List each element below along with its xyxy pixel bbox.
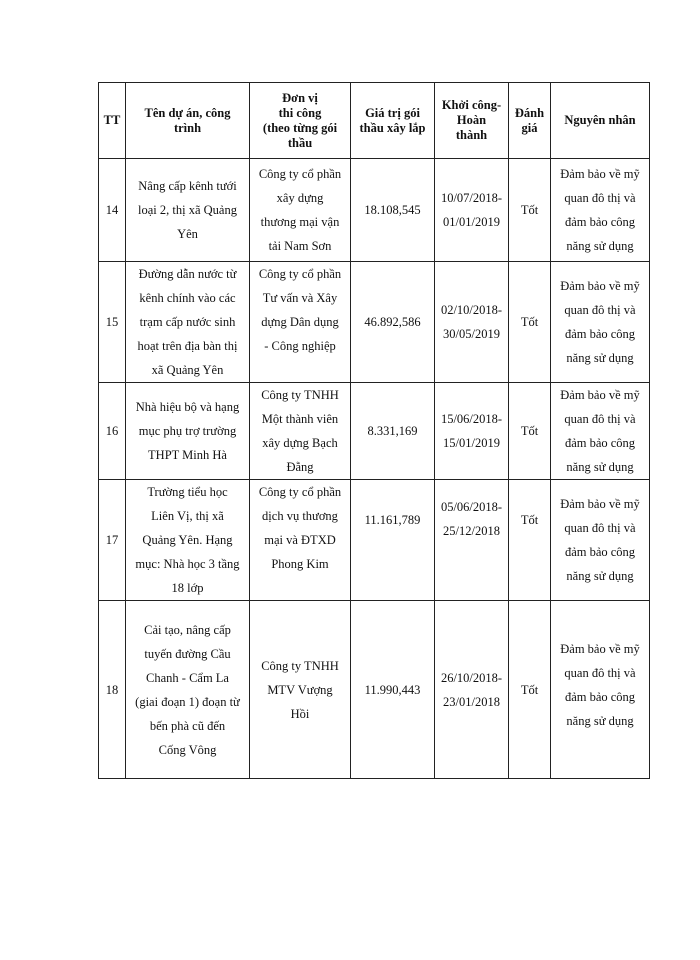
table-row xyxy=(99,601,650,779)
header-dates: Khởi công- Hoàn thành xyxy=(435,83,509,159)
cell-tt: 17 xyxy=(99,480,126,601)
cell-project-name: Cải tạo, nâng cấp tuyến đường Cầu Chanh - Cẩm La (giai đoạn 1) đoạn từ bến phà cũ đến Cống Vông xyxy=(126,601,250,779)
project-table xyxy=(98,82,650,779)
header-tt: TT xyxy=(99,83,126,159)
cell-dates: 10/07/2018- 01/01/2019 xyxy=(435,159,509,262)
header-reason: Nguyên nhân xyxy=(551,83,650,159)
table-row xyxy=(99,159,650,262)
cell-reason: Đảm bảo về mỹ quan đô thị và đảm bảo công năng sử dụng xyxy=(551,480,650,601)
cell-contractor: Công ty TNHH Một thành viên xây dựng Bạch Đằng xyxy=(250,383,351,480)
header-contract-value: Giá trị gói thầu xây lắp xyxy=(351,83,435,159)
cell-dates: 15/06/2018- 15/01/2019 xyxy=(435,383,509,480)
cell-reason: Đảm bảo về mỹ quan đô thị và đảm bảo công năng sử dụng xyxy=(551,383,650,480)
cell-project-name: Trường tiểu học Liên Vị, thị xã Quảng Yên. Hạng mục: Nhà học 3 tầng 18 lớp xyxy=(126,480,250,601)
cell-contract-value: 46.892,586 xyxy=(351,262,435,383)
cell-tt: 16 xyxy=(99,383,126,480)
cell-project-name: Nâng cấp kênh tưới loại 2, thị xã Quảng Yên xyxy=(126,159,250,262)
cell-contractor: Công ty cổ phần xây dựng thương mại vận tải Nam Sơn xyxy=(250,159,351,262)
cell-dates: 02/10/2018- 30/05/2019 xyxy=(435,262,509,383)
cell-rating: Tốt xyxy=(509,262,551,383)
cell-contract-value: 18.108,545 xyxy=(351,159,435,262)
header-rating: Đánh giá xyxy=(509,83,551,159)
cell-dates: 05/06/2018- 25/12/2018 xyxy=(435,480,509,601)
cell-rating: Tốt xyxy=(509,480,551,601)
table-row xyxy=(99,262,650,383)
cell-tt: 14 xyxy=(99,159,126,262)
cell-project-name: Nhà hiệu bộ và hạng mục phụ trợ trường THPT Minh Hà xyxy=(126,383,250,480)
table-row xyxy=(99,383,650,480)
cell-contract-value: 11.161,789 xyxy=(351,480,435,601)
cell-rating: Tốt xyxy=(509,383,551,480)
table-header-row xyxy=(99,83,650,159)
cell-contractor: Công ty cổ phần dịch vụ thương mại và ĐTXD Phong Kim xyxy=(250,480,351,601)
cell-project-name: Đường dẫn nước từ kênh chính vào các trạm cấp nước sinh hoạt trên địa bàn thị xã Quảng Yên xyxy=(126,262,250,383)
header-project-name: Tên dự án, công trình xyxy=(126,83,250,159)
cell-contract-value: 8.331,169 xyxy=(351,383,435,480)
table-row xyxy=(99,480,650,601)
cell-tt: 15 xyxy=(99,262,126,383)
cell-rating: Tốt xyxy=(509,601,551,779)
cell-reason: Đảm bảo về mỹ quan đô thị và đảm bảo công năng sử dụng xyxy=(551,159,650,262)
cell-reason: Đảm bảo về mỹ quan đô thị và đảm bảo công năng sử dụng xyxy=(551,601,650,779)
cell-contractor: Công ty TNHH MTV Vượng Hồi xyxy=(250,601,351,779)
header-contractor: Đơn vị thi công (theo từng gói thầu xyxy=(250,83,351,159)
cell-contractor: Công ty cổ phần Tư vấn và Xây dựng Dân dụng - Công nghiệp xyxy=(250,262,351,383)
cell-dates: 26/10/2018- 23/01/2018 xyxy=(435,601,509,779)
cell-rating: Tốt xyxy=(509,159,551,262)
cell-tt: 18 xyxy=(99,601,126,779)
cell-contract-value: 11.990,443 xyxy=(351,601,435,779)
cell-reason: Đảm bảo về mỹ quan đô thị và đảm bảo công năng sử dụng xyxy=(551,262,650,383)
